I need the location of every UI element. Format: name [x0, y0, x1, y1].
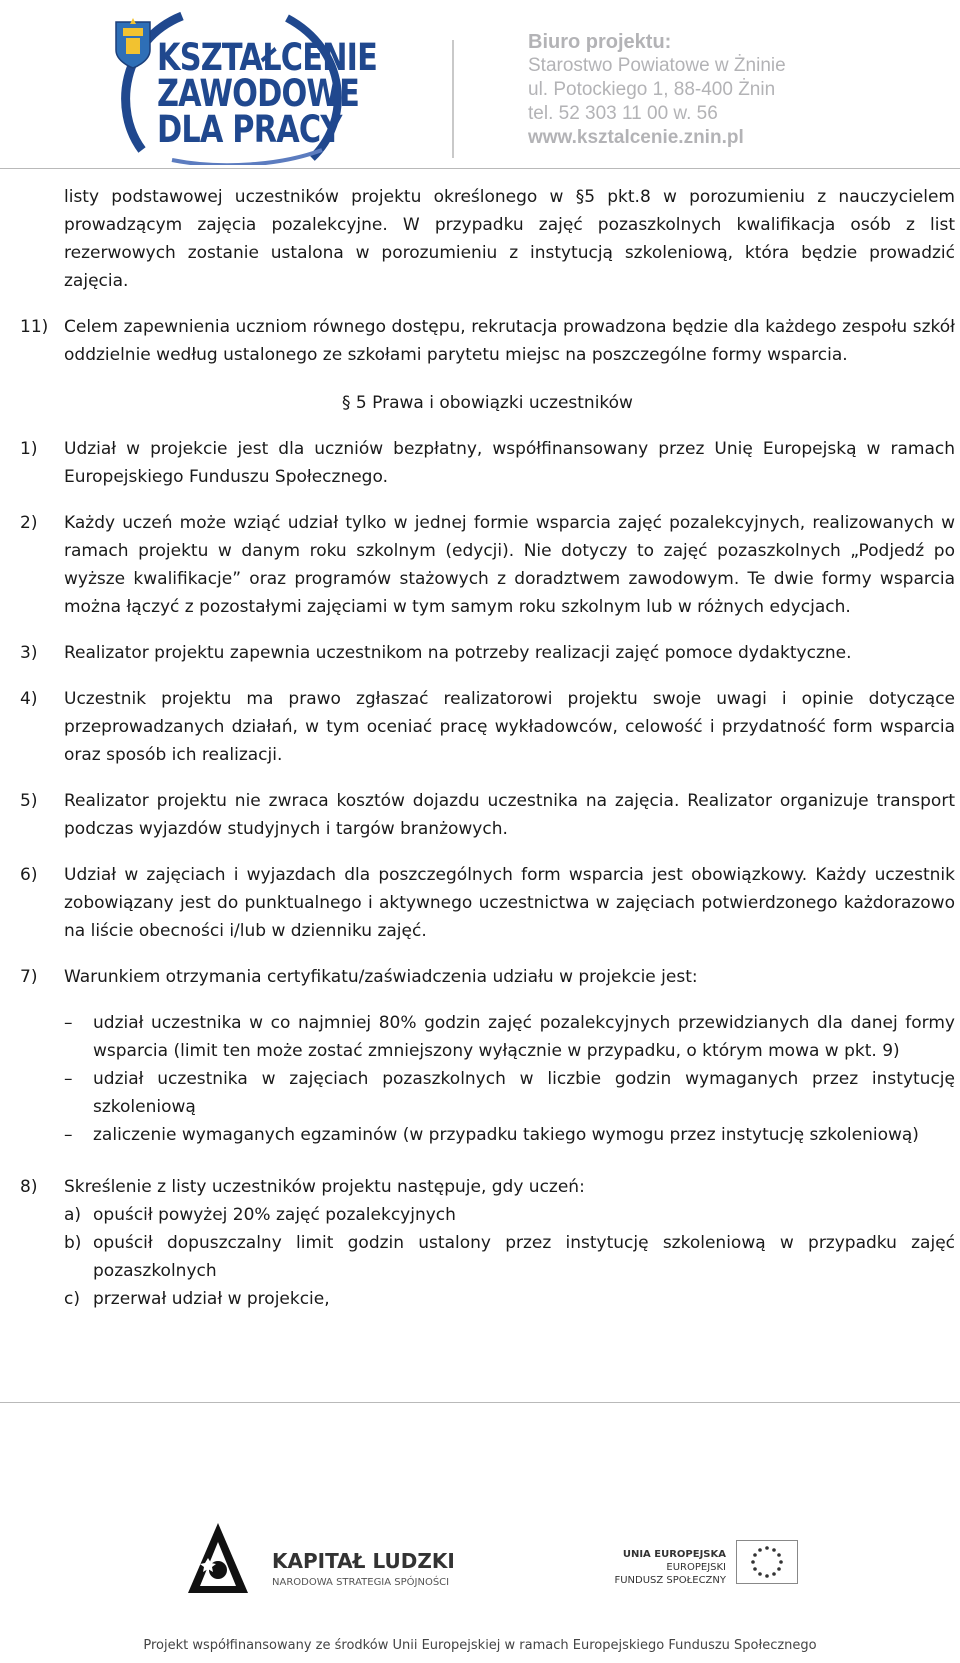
office-name: Starostwo Powiatowe w Żninie	[528, 55, 786, 76]
item-number: 11)	[20, 317, 49, 337]
removal-text: opuścił dopuszczalny limit godzin ustalony przez instytucję szkoleniową w przypadku zajęć pozaszkolnych	[93, 1233, 955, 1281]
item-letter: a)	[64, 1205, 82, 1225]
item-text: Każdy uczeń może wziąć udział tylko w jednej formie wsparcia zajęć pozalekcyjnych, realizowanych w ramach projektu w danym roku szkolnym (edycji). Nie dotyczy to zajęć pozaszkolnych „Podjedź po wyższe kwalifikacje” oraz programów stażowych z doradztwem zawodowym. Te dwie formy wsparcia można łączyć z pozostałymi zajęciami w tym samym roku szkolnym lub w różnych edycjach.	[64, 513, 955, 617]
eu-union-label: UNIA EUROPEJSKA	[622, 1549, 726, 1560]
eu-fund-line-1: EUROPEJSKI	[666, 1562, 726, 1573]
removal-item-a	[20, 1201, 955, 1229]
ksztalcenie-zawodowe-logo	[112, 10, 378, 165]
condition-text: zaliczenie wymaganych egzaminów (w przypadku takiego wymogu przez instytucję szkoleniową)	[93, 1125, 919, 1145]
item-text: Skreślenie z listy uczestników projektu następuje, gdy uczeń:	[64, 1177, 585, 1197]
logo-line-2: ZAWODOWE	[157, 72, 359, 115]
continuation-paragraph: listy podstawowej uczestników projektu określonego w §5 pkt.8 w porozumieniu z nauczycielem prowadzącym zajęcia pozalekcyjne. W przypadku zajęć pozaszkolnych kwalifikacja osób z list rezerwowych zostanie ustalona w porozumieniu z instytucją szkoleniową, która będzie prowadzić zajęcia.	[64, 187, 955, 291]
item-text: Udział w projekcie jest dla uczniów bezpłatny, współfinansowany przez Unię Europejską w ramach Europejskiego Funduszu Społecznego.	[64, 439, 955, 487]
dash-marker: –	[64, 1069, 73, 1089]
condition-item-2	[20, 1065, 955, 1121]
office-phone: tel. 52 303 11 00 w. 56	[528, 103, 718, 124]
office-address: ul. Potockiego 1, 88-400 Żnin	[528, 79, 776, 100]
list-item-4	[20, 685, 955, 769]
eu-flag-icon	[736, 1540, 798, 1584]
logo-line-3: DLA PRACY	[157, 108, 342, 151]
cofinancing-note: Projekt współfinansowany ze środków Unii Europejskiej w ramach Europejskiego Funduszu Społecznego	[143, 1638, 817, 1653]
kapital-ludzki-subtitle: NARODOWA STRATEGIA SPÓJNOŚCI	[272, 1577, 450, 1588]
item-text: Celem zapewnienia uczniom równego dostępu, rekrutacja prowadzona będzie dla każdego zespołu szkół oddzielnie według ustalonego ze szkołami parytetu miejsc na poszczególne formy wsparcia.	[64, 317, 955, 365]
item-text: Warunkiem otrzymania certyfikatu/zaświadczenia udziału w projekcie jest:	[64, 967, 698, 987]
item-text: Realizator projektu zapewnia uczestnikom na potrzeby realizacji zajęć pomoce dydaktyczne.	[64, 643, 852, 663]
item-text: Uczestnik projektu ma prawo zgłaszać realizatorowi projektu swoje uwagi i opinie dotyczące przeprowadzanych działań, w tym oceniać pracę wykładowców, celowość i przydatność form wsparcia oraz sposób ich realizacji.	[64, 689, 955, 765]
document-body	[20, 183, 955, 1313]
condition-text: udział uczestnika w zajęciach pozaszkolnych w liczbie godzin wymaganych przez instytucję szkoleniową	[93, 1069, 955, 1117]
item-letter: b)	[64, 1233, 82, 1253]
page-header	[0, 0, 960, 170]
removal-item-c	[20, 1285, 955, 1313]
eu-fund-label	[606, 1548, 726, 1587]
list-item-2	[20, 509, 955, 621]
office-website-link[interactable]: www.ksztalcenie.znin.pl	[528, 127, 744, 148]
logo-line-1: KSZTAŁCENIE	[157, 36, 378, 79]
condition-text: udział uczestnika w co najmniej 80% godzin zajęć pozalekcyjnych przewidzianych dla danej formy wsparcia (limit ten może zostać zmniejszony wyłącznie w przypadku, o którym mowa w pkt. 9)	[93, 1013, 955, 1061]
item-number: 8)	[20, 1177, 38, 1197]
kapital-ludzki-title: KAPITAŁ LUDZKI	[272, 1549, 455, 1573]
item-text: Realizator projektu nie zwraca kosztów dojazdu uczestnika na zajęcia. Realizator organizuje transport podczas wyjazdów studyjnych i targów branżowych.	[64, 791, 955, 839]
list-item-3	[20, 639, 955, 667]
header-divider	[452, 40, 454, 158]
item-number: 5)	[20, 791, 38, 811]
item-number: 4)	[20, 689, 38, 709]
dash-marker: –	[64, 1125, 73, 1145]
list-item-7	[20, 963, 955, 991]
item-number: 1)	[20, 439, 38, 459]
list-item-1	[20, 435, 955, 491]
item-text: Udział w zajęciach i wyjazdach dla poszczególnych form wsparcia jest obowiązkowy. Każdy uczestnik zobowiązany jest do punktualnego i aktywnego uczestnictwa w zajęciach potwierdzonego każdorazowo na liście obecności i/lub w dzienniku zajęć.	[64, 865, 955, 941]
dash-marker: –	[64, 1013, 73, 1033]
paragraph-11	[20, 313, 955, 369]
item-number: 3)	[20, 643, 38, 663]
removal-text: przerwał udział w projekcie,	[93, 1289, 330, 1309]
kapital-ludzki-logo-icon	[178, 1518, 258, 1598]
header-rule	[0, 168, 960, 169]
condition-item-3	[20, 1121, 955, 1149]
condition-item-1	[20, 1009, 955, 1065]
item-number: 2)	[20, 513, 38, 533]
item-letter: c)	[64, 1289, 80, 1309]
item-number: 7)	[20, 967, 38, 987]
item-number: 6)	[20, 865, 38, 885]
section-heading: § 5 Prawa i obowiązki uczestników	[342, 393, 633, 413]
footer-rule	[0, 1402, 960, 1403]
list-item-8	[20, 1173, 955, 1201]
removal-item-b	[20, 1229, 955, 1285]
eu-fund-line-2: FUNDUSZ SPOŁECZNY	[614, 1575, 726, 1586]
list-item-6	[20, 861, 955, 945]
office-title: Biuro projektu:	[528, 31, 672, 53]
removal-text: opuścił powyżej 20% zajęć pozalekcyjnych	[93, 1205, 456, 1225]
project-office-info	[528, 30, 786, 150]
list-item-5	[20, 787, 955, 843]
